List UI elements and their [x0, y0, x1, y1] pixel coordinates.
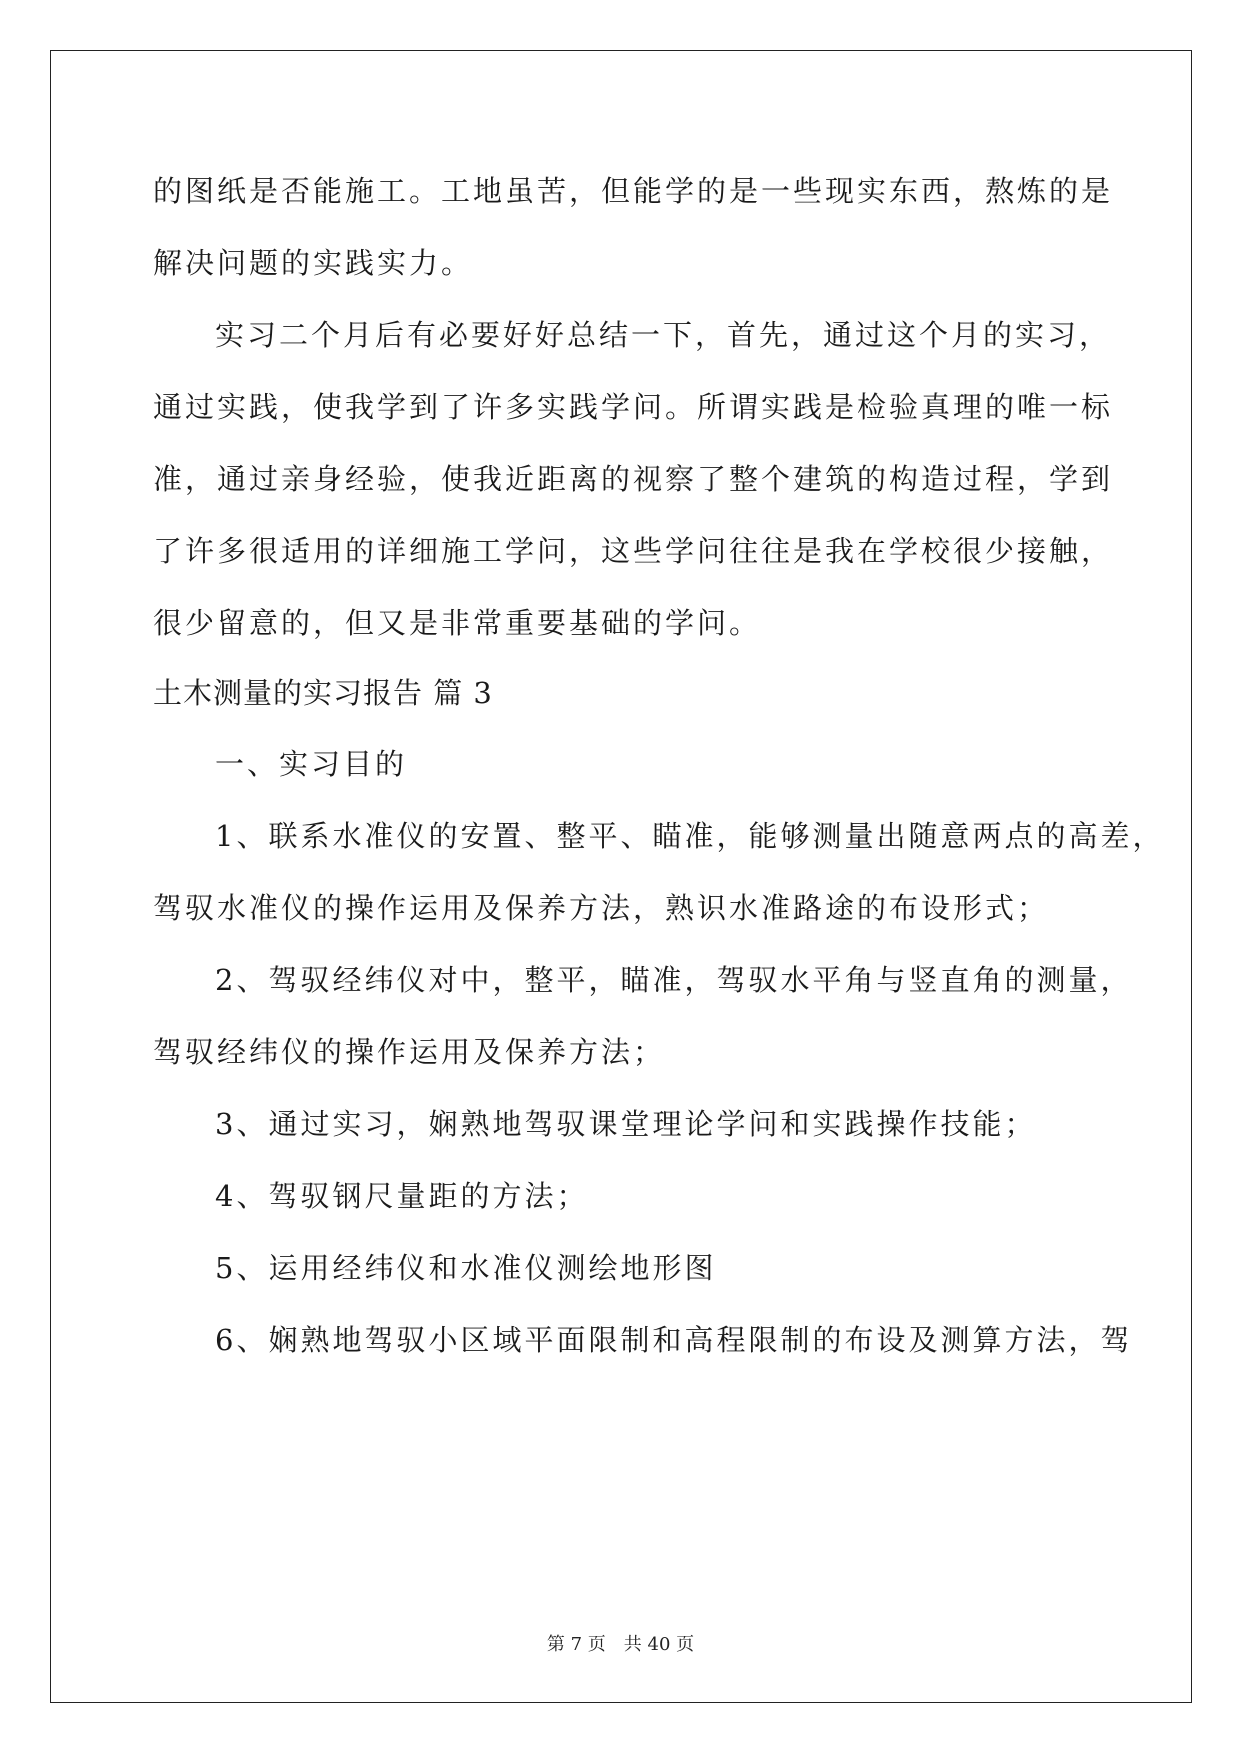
page-number: 第 7 页: [546, 1634, 606, 1655]
text-line: 通过实践，使我学到了许多实践学问。所谓实践是检验真理的唯一标: [153, 390, 1114, 424]
section-heading: 土木测量的实习报告 篇 3: [153, 676, 493, 710]
list-item: 1、联系水准仪的安置、整平、瞄准，能够测量出随意两点的高差，: [215, 819, 1165, 853]
text-line: 很少留意的，但又是非常重要基础的学问。: [153, 606, 762, 640]
text-line: 了许多很适用的详细施工学问，这些学问往往是我在学校很少接触，: [153, 534, 1114, 568]
list-item: 6、娴熟地驾驭小区域平面限制和高程限制的布设及测算方法，驾: [215, 1323, 1133, 1357]
text-line: 实习二个月后有必要好好总结一下，首先，通过这个月的实习，: [215, 318, 1112, 352]
list-item: 5、运用经纬仪和水准仪测绘地形图: [215, 1251, 717, 1285]
list-item: 2、驾驭经纬仪对中，整平，瞄准，驾驭水平角与竖直角的测量，: [215, 963, 1133, 997]
subsection-heading: 一、实习目的: [215, 747, 408, 781]
page-border: [50, 50, 1192, 1703]
page-total: 共 40 页: [623, 1634, 695, 1655]
text-line: 的图纸是否能施工。工地虽苦，但能学的是一些现实东西，熬炼的是: [153, 174, 1114, 208]
text-line: 驾驭水准仪的操作运用及保养方法，熟识水准路途的布设形式；: [153, 891, 1050, 925]
page-footer: [0, 1633, 1241, 1657]
list-item: 4、驾驭钢尺量距的方法；: [215, 1179, 589, 1213]
list-item: 3、通过实习，娴熟地驾驭课堂理论学问和实践操作技能；: [215, 1107, 1037, 1141]
text-line: 解决问题的实践实力。: [153, 246, 474, 280]
text-line: 准，通过亲身经验，使我近距离的视察了整个建筑的构造过程，学到: [153, 462, 1114, 496]
text-line: 驾驭经纬仪的操作运用及保养方法；: [153, 1035, 666, 1069]
